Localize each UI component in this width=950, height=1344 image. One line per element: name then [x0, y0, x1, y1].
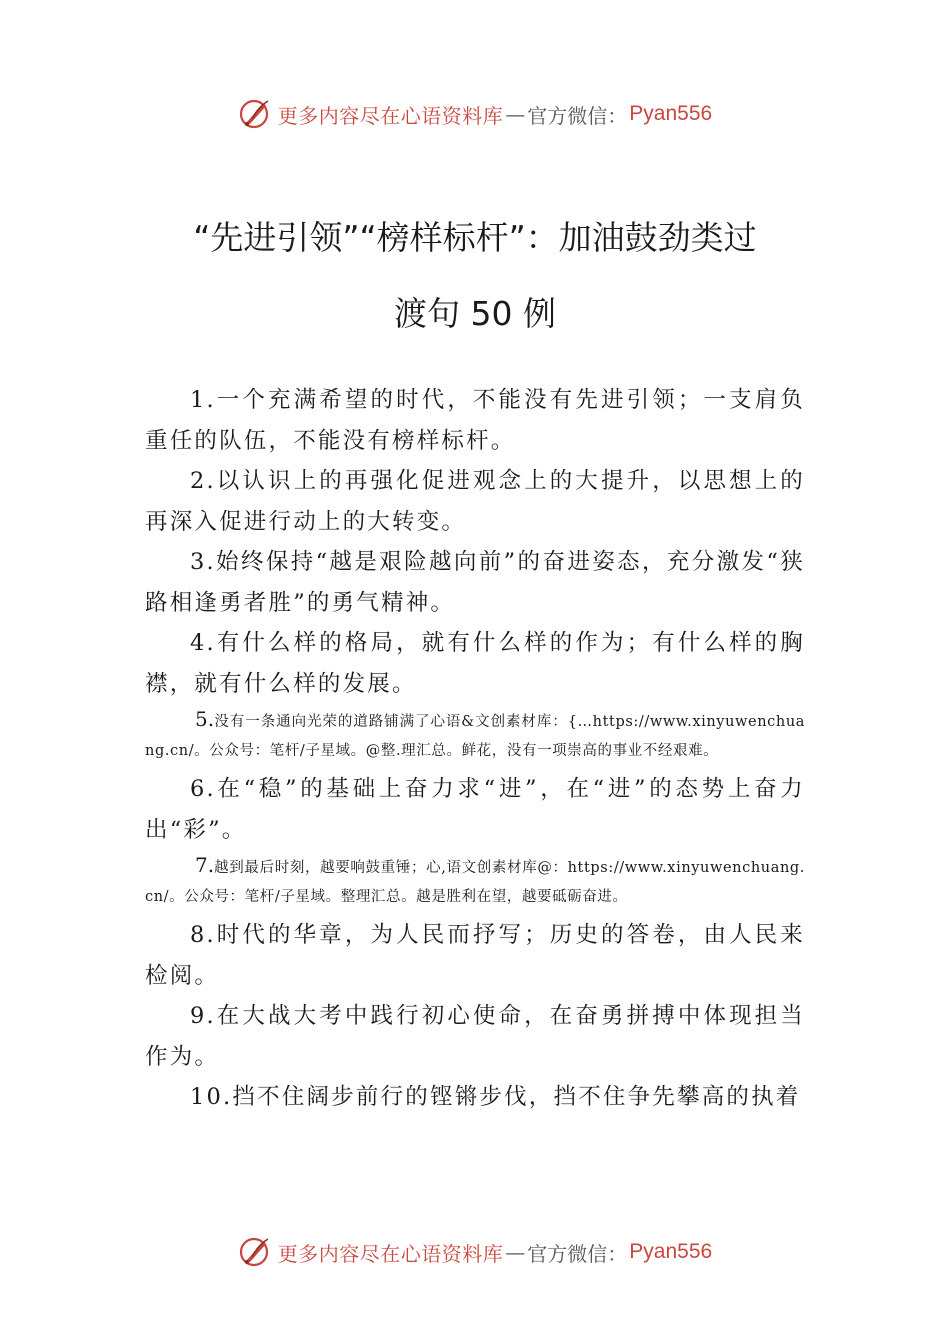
item-text: 以认识上的再强化促进观念上的大提升，以思想上的再深入促进行动上的大转变。 [145, 468, 805, 535]
banner-separator: — [505, 1240, 526, 1264]
item-text: 有什么样的格局，就有什么样的作为；有什么样的胸襟，就有什么样的发展。 [145, 630, 805, 697]
item-text: 在大战大考中践行初心使命，在奋勇拼搏中体现担当作为。 [145, 1003, 805, 1070]
list-item [145, 461, 805, 542]
header-banner [0, 94, 950, 134]
list-item [145, 915, 805, 996]
item-number: 7. [195, 853, 215, 877]
item-text: 一个充满希望的时代，不能没有先进引领；一支肩负重任的队伍，不能没有榜样标杆。 [145, 387, 805, 454]
item-text: 在“稳”的基础上奋力求“进”，在“进”的态势上奋力出“彩”。 [145, 776, 805, 843]
title-line-2: 渡句 50 例 [394, 294, 556, 333]
banner-separator: — [505, 102, 526, 126]
item-number: 8. [190, 922, 216, 948]
banner-slogan: 更多内容尽在心语资料库 [277, 1241, 504, 1266]
quill-pen-logo-icon [238, 1235, 272, 1269]
item-number: 10. [190, 1084, 233, 1110]
quill-pen-logo-icon [238, 97, 272, 131]
banner-wechat-id: Pyan556 [629, 102, 713, 125]
list-item [145, 380, 805, 461]
item-text: 没有一条通向光荣的道路铺满了心语&文创素材库：{…https://www.xinyuwenchuang.cn/。公众号：笔杆/子星域。@整.理汇总。鲜花，没有一项崇高的事业不经艰难。 [145, 714, 805, 759]
banner-slogan: 更多内容尽在心语资料库 [277, 103, 504, 128]
list-item [145, 1077, 805, 1118]
item-number: 4. [190, 630, 216, 656]
item-text: 时代的华章，为人民而抒写；历史的答卷，由人民来检阅。 [145, 922, 805, 989]
item-number: 1. [190, 387, 216, 413]
item-number: 5. [195, 707, 215, 731]
list-item [145, 996, 805, 1077]
item-number: 9. [190, 1003, 216, 1029]
banner-wechat-id: Pyan556 [629, 1240, 713, 1263]
list-item [145, 542, 805, 623]
footer-banner [0, 1232, 950, 1272]
item-text: 越到最后时刻，越要响鼓重锤；心,语文创素材库@：https://www.xinyuwenchuang.cn/。公众号：笔杆/子星域。整理汇总。越是胜利在望，越要砥砺奋进。 [145, 860, 805, 905]
item-number: 2. [190, 468, 216, 494]
item-number: 6. [190, 776, 216, 802]
banner-wechat-label: 官方微信： [527, 103, 628, 128]
item-text: 挡不住阔步前行的铿锵步伐，挡不住争先攀高的执着 [232, 1084, 801, 1110]
list-item [145, 851, 805, 911]
banner-wechat-label: 官方微信： [527, 1241, 628, 1266]
item-text: 始终保持“越是艰险越向前”的奋进姿态，充分激发“狭路相逢勇者胜”的勇气精神。 [145, 549, 805, 616]
title-line-1: “先进引领”“榜样标杆”：加油鼓劲类过 [193, 218, 757, 257]
list-item [145, 705, 805, 765]
list-item [145, 623, 805, 704]
list-item [145, 769, 805, 850]
document-body [145, 380, 805, 1118]
item-number: 3. [190, 549, 216, 575]
document-title [100, 200, 850, 352]
